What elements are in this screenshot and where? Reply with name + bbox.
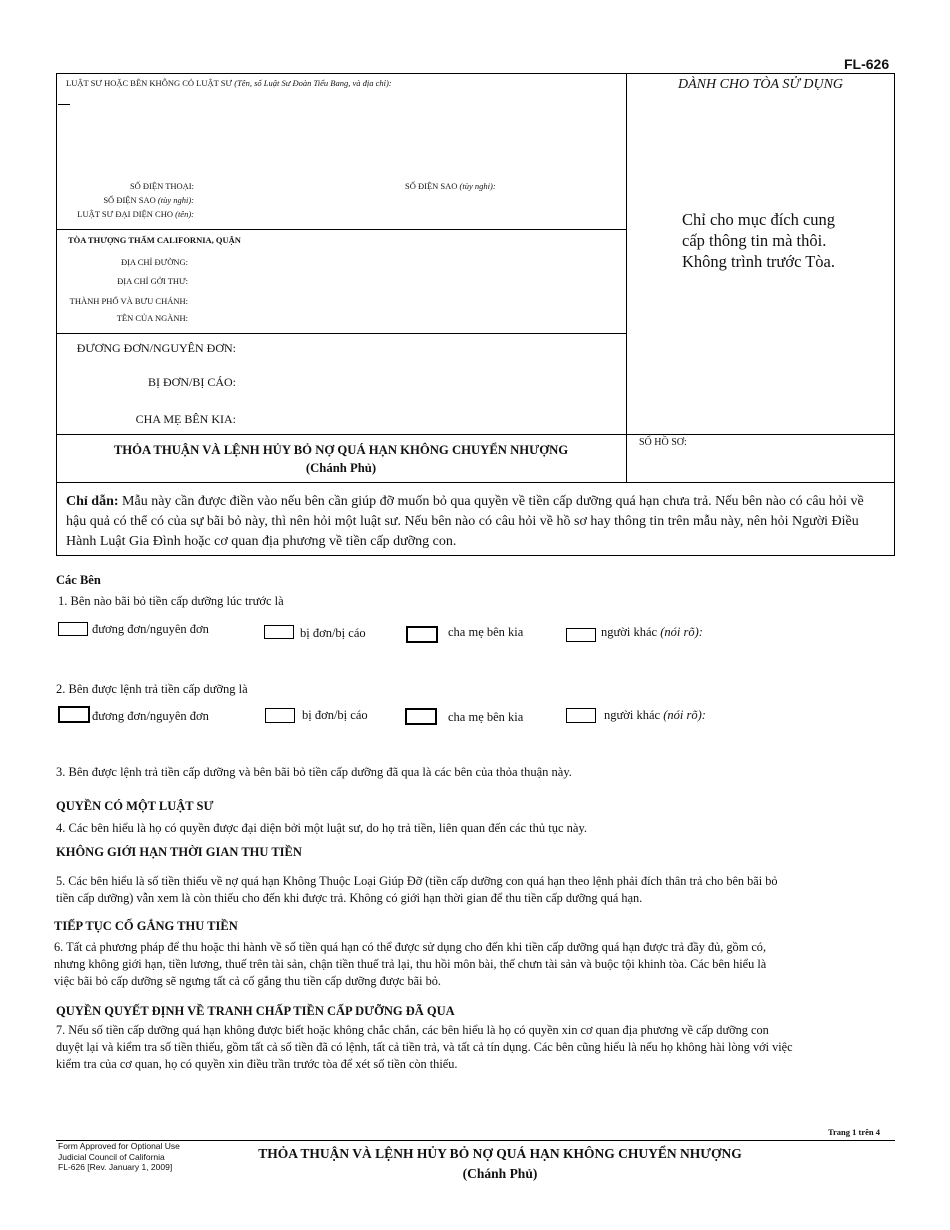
attorney-label: LUẬT SƯ HOẶC BÊN KHÔNG CÓ LUẬT SƯ (Tên, số Luật Sư Đoàn Tiểu Bang, và địa chỉ): [66,78,392,88]
question-3: 3. Bên được lệnh trả tiền cấp dưỡng và bên bãi bỏ tiền cấp dưỡng đã qua là các bên của thỏa thuận này. [56,765,572,779]
branch-label: TÊN CỦA NGÀNH: [116,313,188,323]
form-title: THỎA THUẬN VÀ LỆNH HỦY BỎ NỢ QUÁ HẠN KHÔNG CHUYỂN NHƯỢNG (Chánh Phủ) [113,443,569,475]
fax-label: SỐ ĐIỆN SAO (tùy nghi): [103,195,194,205]
q1-other-parent-checkbox[interactable] [406,626,438,643]
approval-notice: Form Approved for Optional Use Judicial Council of California FL-626 [Rev. January 1, 2009] [58,1141,180,1172]
q1-petitioner-label: đương đơn/nguyên đơn [92,622,209,636]
q1-other-parent-label: cha mẹ bên kia [448,625,524,639]
question-1: 1. Bên nào bãi bỏ tiền cấp dưỡng lúc trước là [58,594,284,608]
q1-respondent-label: bị đơn/bị cáo [300,626,366,640]
attorney-for-label: LUẬT SƯ ĐẠI DIỆN CHO (tên): [77,209,194,219]
city-label: THÀNH PHỐ VÀ BƯU CHÁNH: [69,296,188,306]
q1-other-label: người khác (nói rõ): [601,625,703,639]
q2-other-parent-label: cha mẹ bên kia [448,710,524,724]
mailing-label: ĐỊA CHỈ GỞI THƯ: [117,276,188,286]
attorney-name-line [58,104,70,105]
section-7-heading: QUYỀN QUYẾT ĐỊNH VỀ TRANH CHẤP TIỀN CẤP DƯỠNG ĐÃ QUA [56,1004,455,1018]
header-divider-parties [56,333,627,334]
q2-petitioner-label: đương đơn/nguyên đơn [92,709,209,723]
section-7-text: 7. Nếu số tiền cấp dưỡng quá hạn không được biết hoặc không chắc chắn, các bên hiểu là họ có quyền xin cơ quan địa phương về cấp dưỡng con duyệt lại và kiểm tra số tiền thiếu, gồm tất cả số tiền đã có lệnh, tất cả tiền trả, và tất cả tín dụng. Các bên cũng hiểu là nếu họ không hài lòng với việc kiểm tra của cơ quan, họ có quyền xin điều trần trước tòa để xét số tiền còn thiếu. [56,1023,793,1071]
header-box-divider [626,73,627,483]
question-2: 2. Bên được lệnh trả tiền cấp dưỡng là [56,682,248,696]
q1-other-checkbox[interactable] [566,628,596,642]
header-divider-court [56,229,627,230]
petitioner-label: ĐƯƠNG ĐƠN/NGUYÊN ĐƠN: [76,341,236,355]
section-6-heading: TIẾP TỤC CỐ GẮNG THU TIỀN [54,919,238,933]
q2-petitioner-checkbox[interactable] [58,706,90,723]
footer-rule [56,1140,895,1141]
q1-petitioner-checkbox[interactable] [58,622,88,636]
case-number-label: SỐ HỒ SƠ: [639,437,687,448]
phone-label: SỐ ĐIỆN THOẠI: [129,181,194,191]
q2-other-parent-checkbox[interactable] [405,708,437,725]
header-box-right [894,73,895,483]
q1-respondent-checkbox[interactable] [264,625,294,639]
parties-heading: Các Bên [56,573,101,587]
header-box-top [56,73,895,74]
section-6-text: 6. Tất cả phương pháp để thu hoặc thi hành về số tiền quá hạn có thể được sử dụng cho đến khi tiền cấp dưỡng quá hạn được trả đầy đủ, gồm có, nhưng không giới hạn, tiền lương, thuế trên tài sản, chận tiền thuế trả lại, thu hồi môn bài, thế chưn tài sản và buộc tội khinh tòa. Các bên hiểu là việc bãi bỏ cấp dưỡng sẽ ngưng tất cả cố gắng thu tiền cấp dưỡng được bãi bỏ. [54,940,767,988]
info-only-notice: Chỉ cho mục đích cung cấp thông tin mà thôi. Không trình trước Tòa. [682,210,836,271]
section-4-text: 4. Các bên hiểu là họ có quyền được đại diện bởi một luật sư, do họ trả tiền, liên quan đến các thủ tục này. [56,821,588,835]
other-parent-label: CHA MẸ BÊN KIA: [135,412,236,426]
page-number: Trang 1 trên 4 [828,1127,881,1137]
form-id: FL-626 [844,56,890,72]
header-divider-title [56,434,895,435]
court-label: TÒA THƯỢNG THẨM CALIFORNIA, QUẬN [68,235,241,245]
q2-respondent-label: bị đơn/bị cáo [302,708,368,722]
section-5-heading: KHÔNG GIỚI HẠN THỜI GIAN THU TIỀN [56,845,302,859]
q2-other-label: người khác (nói rõ): [604,708,706,722]
section-4-heading: QUYỀN CÓ MỘT LUẬT SƯ [56,799,214,813]
respondent-label: BỊ ĐƠN/BỊ CÁO: [147,375,236,389]
footer-title: THỎA THUẬN VÀ LỆNH HỦY BỎ NỢ QUÁ HẠN KHÔNG CHUYỂN NHƯỢNG (Chánh Phủ) [258,1146,742,1181]
section-5-text: 5. Các bên hiểu là số tiền thiếu về nợ quá hạn Không Thuộc Loại Giúp Đỡ (tiền cấp dưỡng con quá hạn theo lệnh phải đích thân trả cho bên bãi bỏ tiền cấp dưỡng) vẫn xem là còn thiếu cho đến khi được trả. Không có giới hạn thời gian để thu tiền cấp dưỡng quá hạn. [56,874,778,905]
q2-respondent-checkbox[interactable] [265,708,295,723]
court-use-label: DÀNH CHO TÒA SỬ DỤNG [677,77,844,92]
fax-right-label: SỐ ĐIỆN SAO (tùy nghi): [405,181,496,191]
q2-other-checkbox[interactable] [566,708,596,723]
instructions-text: Chỉ dẫn: Mẫu này cần được điền vào nếu bên cần giúp đỡ muốn bỏ qua quyền về tiền cấp dưỡng quá hạn chưa trả. Nếu bên nào có câu hỏi về hậu quả có thể có của sự bãi bỏ này, thì nên hỏi một luật sư. Nếu bên nào có câu hỏi về hồ sơ hay thông tin trên mẫu này, nên hỏi Người Điều Hành Luật Gia Đình hoặc cơ quan địa phương về tiền cấp dưỡng con. [66,494,864,549]
street-label: ĐỊA CHỈ ĐƯỜNG: [120,257,188,267]
